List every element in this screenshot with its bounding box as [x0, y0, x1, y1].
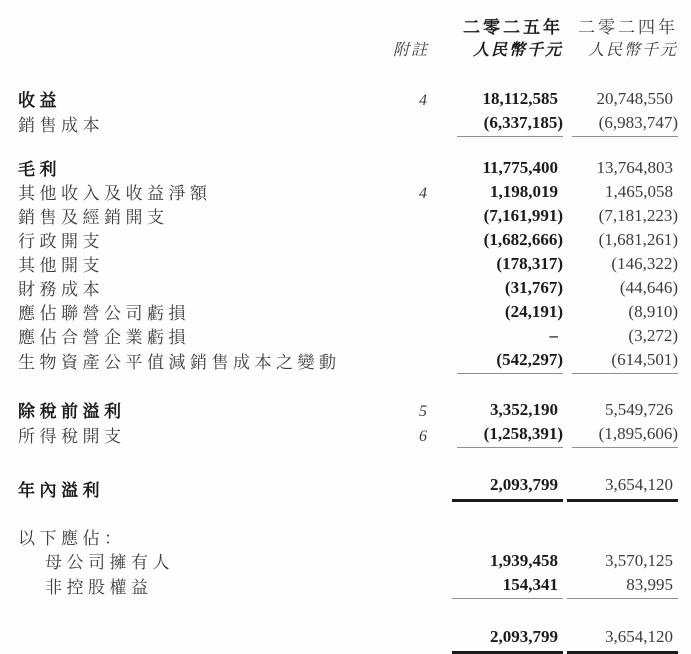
statement-body — [18, 88, 678, 654]
table-row — [18, 550, 678, 574]
table-row — [18, 205, 678, 229]
row-label: 其他收入及收益淨額 — [18, 184, 212, 203]
row-label: 非控股權益 — [45, 578, 153, 597]
table-row — [18, 253, 678, 277]
table-row — [18, 574, 678, 599]
row-label: 應佔聯營公司虧損 — [18, 304, 190, 323]
note-reference: 4 — [419, 185, 427, 202]
value-2025: 18,112,585 — [482, 89, 558, 108]
header-unit-row — [18, 39, 678, 62]
table-row — [18, 626, 678, 654]
row-label: 銷售及經銷開支 — [18, 208, 169, 227]
table-row — [18, 423, 678, 448]
table-header — [18, 16, 678, 62]
table-row — [18, 301, 678, 325]
table-row — [18, 112, 678, 137]
table-row — [18, 229, 678, 253]
value-2024: (8,910) — [628, 302, 678, 321]
value-2024: 13,764,803 — [596, 158, 673, 177]
value-2025: 11,775,400 — [482, 158, 558, 177]
value-2024: 3,654,120 — [567, 626, 678, 654]
row-label: 其他開支 — [18, 256, 104, 275]
value-2024: 1,465,058 — [605, 182, 673, 201]
value-2025: 154,341 — [452, 574, 563, 599]
value-2025: (542,297) — [457, 349, 563, 374]
table-row — [18, 474, 678, 502]
table-row — [18, 349, 678, 374]
value-2024: (44,646) — [619, 278, 678, 297]
value-2025: 3,352,190 — [490, 400, 558, 419]
column-header-year-2024: 二零二四年 — [578, 18, 678, 37]
row-label: 除稅前溢利 — [18, 402, 126, 421]
value-2025: (7,161,991) — [483, 206, 563, 225]
row-label: 母公司擁有人 — [45, 553, 174, 572]
value-2024: 3,654,120 — [567, 474, 678, 502]
column-header-year-2025: 二零二五年 — [463, 18, 563, 37]
table-row — [18, 527, 678, 550]
row-label: 收益 — [18, 91, 61, 110]
note-reference: 6 — [419, 428, 427, 445]
table-row — [18, 157, 678, 181]
table-row — [18, 277, 678, 301]
value-2024: (146,322) — [611, 254, 678, 273]
table-row — [18, 399, 678, 423]
value-2024: 5,549,726 — [605, 400, 673, 419]
value-2024: (1,895,606) — [572, 423, 678, 448]
row-label: 行政開支 — [18, 232, 104, 251]
value-2025: 2,093,799 — [452, 626, 563, 654]
row-label: 應佔合營企業虧損 — [18, 328, 190, 347]
column-header-unit-2024: 人民幣千元 — [587, 42, 678, 59]
value-2024: (1,681,261) — [598, 230, 678, 249]
value-2025: – — [549, 326, 558, 345]
value-2025: (6,337,185) — [457, 112, 563, 137]
value-2024: (614,501) — [572, 349, 678, 374]
value-2025: (31,767) — [504, 278, 563, 297]
value-2025: 2,093,799 — [452, 474, 563, 502]
row-label: 銷售成本 — [18, 116, 104, 135]
row-label: 所得稅開支 — [18, 427, 126, 446]
value-2025: 1,939,458 — [490, 551, 558, 570]
value-2024: 3,570,125 — [605, 551, 673, 570]
value-2025: (24,191) — [504, 302, 563, 321]
value-2024: (6,983,747) — [572, 112, 678, 137]
row-label: 毛利 — [18, 160, 61, 179]
value-2024: 20,748,550 — [596, 89, 673, 108]
row-label: 生物資產公平值減銷售成本之變動 — [18, 353, 341, 372]
value-2025: (178,317) — [496, 254, 563, 273]
value-2025: 1,198,019 — [490, 182, 558, 201]
column-header-unit-2025: 人民幣千元 — [472, 42, 563, 59]
table-row — [18, 88, 678, 112]
note-reference: 4 — [419, 92, 427, 109]
header-year-row — [18, 16, 678, 39]
column-header-notes: 附註 — [392, 42, 429, 59]
row-label: 財務成本 — [18, 280, 104, 299]
note-reference: 5 — [419, 403, 427, 420]
row-label: 以下應佔： — [18, 529, 126, 548]
value-2025: (1,682,666) — [483, 230, 563, 249]
row-label: 年內溢利 — [18, 481, 104, 500]
table-row — [18, 181, 678, 205]
value-2025: (1,258,391) — [457, 423, 563, 448]
value-2024: 83,995 — [567, 574, 678, 599]
table-row — [18, 325, 678, 349]
value-2024: (7,181,223) — [598, 206, 678, 225]
value-2024: (3,272) — [628, 326, 678, 345]
